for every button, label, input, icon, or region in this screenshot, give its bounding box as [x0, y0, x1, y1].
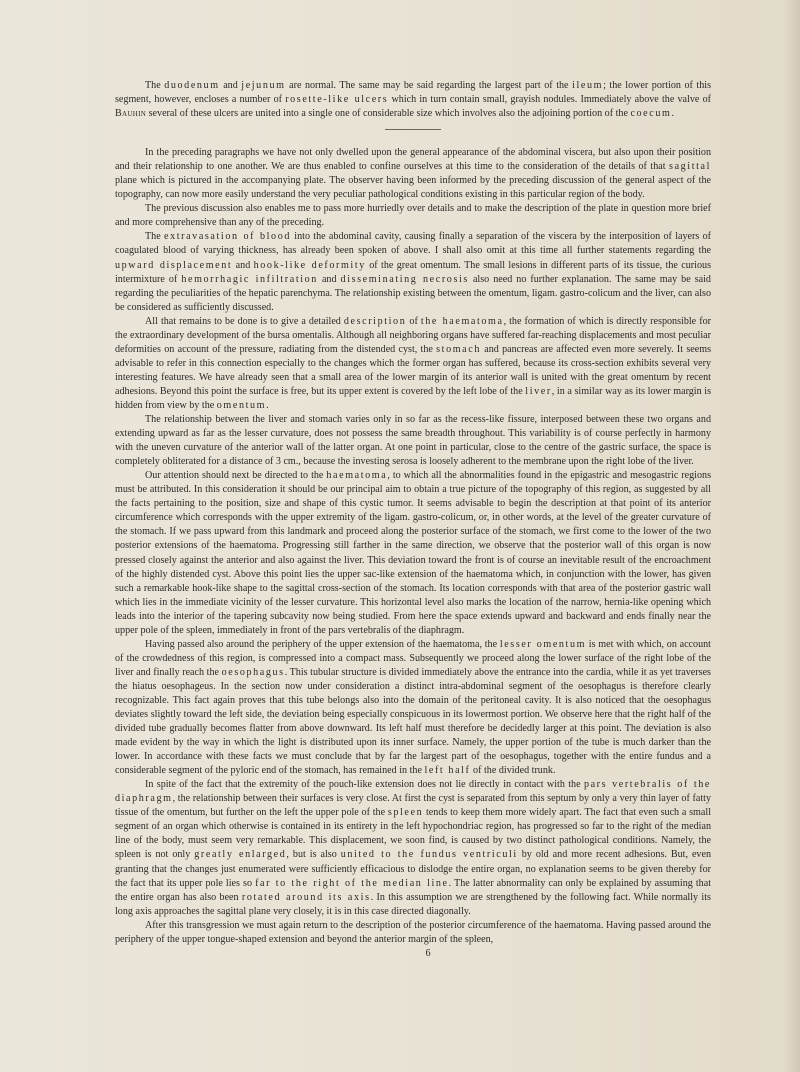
paragraph: The previous discussion also enables me to pass more hurriedly over details and to make the description of the plate in question more brief and more comprehensive than any of the preceding.: [115, 203, 711, 229]
paragraph: After this transgression we must again return to the description of the posterior circumference of the haematoma. Having passed around the periphery of the upper tongue-shaped extension and beyond the anterior margin of the spleen,: [115, 919, 711, 945]
section-divider: [385, 129, 441, 130]
spaced-emphasis-text: sagittal: [669, 161, 711, 173]
spaced-emphasis-text: oesophagus: [221, 666, 285, 678]
spaced-emphasis-text: lesser omentum: [499, 638, 587, 650]
page-number: 6: [425, 947, 431, 959]
spaced-emphasis-text: stomach: [436, 343, 481, 355]
spaced-emphasis-text: spleen: [387, 807, 424, 819]
paragraph: In the preceding paragraphs we have not only dwelled upon the general appearance of the abdominal viscera, but also upon their position and their relationship to one another. We are thus enabled to confine ourselves at this time to the consideration of the details of that sagittal plane which is pictured in the accompanying plate. The observer having been informed by the preceding discussion of the general aspect of the topography, can now more easily understand the very peculiar pathological conditions existing in this particular region of the body.: [115, 147, 711, 201]
spaced-emphasis-text: disseminating necrosis: [340, 273, 469, 285]
spaced-emphasis-text: omentum: [216, 399, 267, 411]
spaced-emphasis-text: hook-like deformity: [253, 259, 366, 271]
page-edge-shadow: [784, 0, 800, 1072]
paragraph: The relationship between the liver and stomach varies only in so far as the recess-like fissure, interposed between these two organs and extending upward as far as the lesser curvature, does not possess the same breadth throughout. This variability is of course perfectly in harmony with the uneven curvature of the anterior wall of the latter organ. At one point in particular, close to the centre of the gastric surface, the space is completely obliterated for a distance of 3 cm., because the investing serosa is loosely adherent to the membrane upon the right lobe of the liver.: [115, 414, 711, 468]
spaced-emphasis-text: rotated around its axis: [241, 891, 371, 903]
spaced-emphasis-text: united to the fundus ventriculi: [340, 849, 518, 861]
spaced-emphasis-text: description: [343, 315, 407, 327]
spaced-emphasis-text: rosette-like ulcers: [285, 94, 389, 106]
spaced-emphasis-text: haematoma: [326, 470, 388, 482]
paragraph: The duodenum and jejunum are normal. The same may be said regarding the largest part of the ileum; the lower portion of this segment, however, encloses a number of rosette-like ulcers which in turn contain small, grayish nodules. Immediately above the valve of Bauhin several of these ulcers are united into a single one of considerable size which involves also the adjoining portion of the coecum.: [115, 80, 711, 120]
spaced-emphasis-text: hemorrhagic infiltration: [181, 273, 318, 285]
spaced-emphasis-text: left half: [424, 765, 471, 777]
spaced-emphasis-text: far to the right of the median line: [255, 877, 449, 889]
spaced-emphasis-text: ileum: [572, 80, 604, 91]
spaced-emphasis-text: duodenum: [164, 80, 220, 91]
spaced-emphasis-text: liver: [525, 385, 552, 397]
paragraph: Our attention should next be directed to the haematoma, to which all the abnormalities found in the epigastric and mesogastric regions must be attributed. In this consideration it should be our principal aim to obtain a true picture of the topography of this region, as suggested by all the facts pertaining to the position, size and shape of this cystic tumor. It seems advisable to begin the description at that point of its anterior circumference which corresponds with the upper extremity of the ligam. gastro-colicum, or, in other words, at the level of the greater curvature of the stomach. If we pass upward from this landmark and proceed along the posterior surface of the stomach, we first come to the lower of the two posterior extensions of the haematoma. Progressing still farther in the same direction, we observe that the posterior wall of this organ is now pressed closely against the anterior and also against the liver. This deviation toward the front is of course an inevitable result of the encroachment of the highly distended cyst. Above this point lies the upper sac-like extension of the haematoma which, in conjunction with the lower, has given such a remarkable hook-like shape to the sagittal cross-section of the stomach. Its location corresponds with that area of the posterior gastric wall which lies in the immediate vicinity of the lesser curvature. This horizontal level also marks the location of the narrow, hernia-like opening which leads into the interior of the tapering subcavity now being studied. From here the space extends upward and backward and ends finally near the upper pole of the spleen, immediately in front of the pars vertebralis of the diaphragm.: [115, 470, 712, 636]
spaced-emphasis-text: jejunum: [241, 80, 286, 91]
paragraph: All that remains to be done is to give a detailed description of the haematoma, the formation of which is directly responsible for the extraordinary development of the bursa omentalis. Although all neighboring organs have suffered far-reaching displacements and most peculiar deformities on account of the pressure, radiating from the distended cyst, the stomach and pancreas are affected even more severely. It seems advisable to refer in this connection especially to the changes which the former organ has suffered, because its cross-section exhibits several very interesting features. We have already seen that a small area of the lower margin of its anterior wall is united with the great omentum by recent adhesions. Beyond this point the surface is free, but its upper extent is covered by the left lobe of the liver, in a similar way as its lower margin is hidden from view by the omentum.: [115, 315, 711, 411]
paragraph: In spite of the fact that the extremity of the pouch-like extension does not lie directly in contact with the pars vertebralis of the diaphragm, the relationship between their surfaces is very close. At first the cyst is separated from this septum by only a very thin layer of fatty tissue of the omentum, but further on the left the upper pole of the spleen tends to keep them more widely apart. The fact that even such a small segment of an organ which otherwise is contained in its entirety in the left hypochondriac region, has progressed so far to the right of the median line of the body, must seem very remarkable. This displacement, we soon find, is caused by two distinct pathological conditions. Namely, the spleen is not only greatly enlarged, but is also united to the fundus ventriculi by old and more recent adhesions. But, even granting that the changes just enumerated were sufficiently efficacious to dislodge the entire organ, no explanation seems to be given thereby for the fact that its upper pole lies so far to the right of the median line. The latter abnormality can only be explained by assuming that the entire organ has also been rotated around its axis. In this assumption we are strengthened by the following fact. While normally its long axis approaches the sagittal plane very closely, it is in this case directed diagonally.: [115, 779, 712, 917]
spaced-emphasis-text: upward displacement: [115, 259, 233, 271]
spaced-emphasis-text: coecum: [630, 108, 672, 120]
paragraph: Having passed also around the periphery of the upper extension of the haematoma, the lesser omentum is met with which, on account of the crowdedness of this region, is compressed into a compact mass. Subsequently we proceed along the lower surface of the right lobe of the liver and finally reach the oesophagus. This tubular structure is divided immediately above the entrance into the cardia, while it as yet traverses the hiatus oesophageus. In the section now under consideration a distinct intra-abdominal segment of the oesophagus is therefore clearly recognizable. This fact again proves that this tube belongs also into the domain of the peritoneal cavity. It is also noticed that the oesophagus deviates slightly toward the left side, the deviation being especially conspicuous in its lowermost portion. We observe here that the right half of the divided tube gradually becomes flatter from above downward. Its left half must therefore be decidedly larger at this point. The deviation is also made evident by the way in which the light is distributed upon its inner surface. Namely, the upper portion of the tube is much darker than the lower. In accordance with these facts we must conclude that by far the largest part of the oesophagus, together with the entire fundus and a considerable segment of the pyloric end of the stomach, has remained in the left half of the divided trunk.: [115, 638, 711, 777]
paragraph: The extravasation of blood into the abdominal cavity, causing finally a separation of the viscera by the interposition of layers of coagulated blood of varying thickness, has already been spoken of above. I shall also omit at this time all further statements regarding the upward displacement and hook-like deformity of the great omentum. The small lesions in different parts of its tissue, the curious intermixture of hemorrhagic infiltration and disseminating necrosis also need no further explanation. The same may be said regarding the peculiarities of the hepatic parenchyma. The relationship existing between the omentum, ligam. gastro-colicum and the liver, can also be considered as sufficiently discussed.: [115, 231, 711, 313]
spaced-emphasis-text: the haematoma: [420, 315, 504, 327]
small-caps-text: Bauhin: [115, 108, 147, 120]
spaced-emphasis-text: extravasation of blood: [164, 231, 291, 243]
spaced-emphasis-text: greatly enlarged: [194, 849, 287, 861]
page-text-block: [115, 79, 711, 961]
spaced-emphasis-text: pars vertebralis of the diaphragm: [115, 779, 711, 805]
